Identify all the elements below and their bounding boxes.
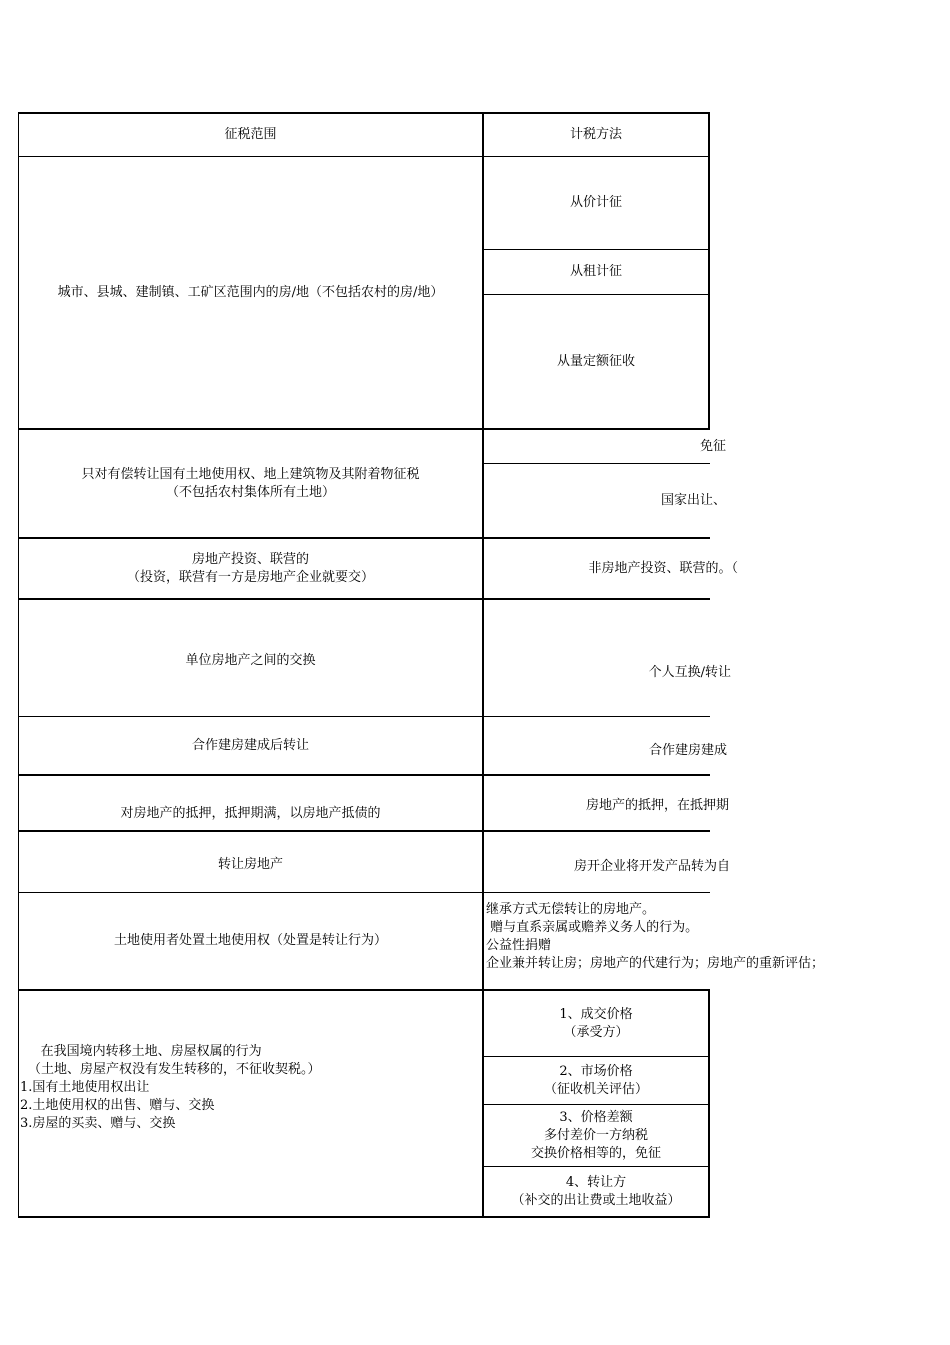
header-scope: 征税范围 [224, 127, 277, 142]
section9-method-4-line-2: （补交的出让费或土地收益） [511, 1192, 681, 1208]
section4-scope: 单位房地产之间的交换 [185, 653, 316, 668]
section2-exempt: 免征 [699, 438, 726, 454]
section9-method-1 [484, 991, 708, 1056]
section1-method-2: 从租计征 [569, 264, 622, 279]
section9-method-1-line-1: 1、成交价格 [559, 1006, 633, 1022]
section1-method-3: 从量定额征收 [556, 353, 635, 369]
section9-method-4 [484, 1167, 708, 1216]
section9-method-2-line-2: （征收机关评估） [543, 1081, 648, 1097]
section9-method-1-line-2: （承受方） [563, 1024, 629, 1040]
section2-scope-line-1: 只对有偿转让国有土地使用权、地上建筑物及其附着物征税 [81, 466, 420, 482]
section8-right-line-4: 企业兼并转让房；房地产的代建行为；房地产的重新评估； [486, 956, 825, 971]
section9-method-3-line-3: 交换价格相等的，免征 [530, 1145, 661, 1161]
section9-method-3-line-1: 3、价格差额 [559, 1109, 633, 1125]
section8-right-line-1: 继承方式无偿转让的房地产。 [486, 902, 656, 917]
section9-method-2 [484, 1057, 708, 1104]
section9-scope [20, 1043, 321, 1133]
section1-method-1: 从价计征 [569, 195, 622, 210]
section9-method-3 [484, 1105, 708, 1166]
section2-right: 国家出让、 [660, 492, 726, 508]
section7-scope: 转让房地产 [217, 857, 283, 872]
section2-scope [19, 430, 482, 537]
section3-scope [19, 539, 482, 598]
section3-scope-line-2: （投资，联营有一方是房地产企业就要交） [126, 569, 374, 585]
row-line [18, 1216, 710, 1218]
section9-method-4-line-1: 4、转让方 [565, 1174, 627, 1190]
section9-method-3-line-2: 多付差价一方纳税 [543, 1127, 648, 1143]
section9-method-2-line-1: 2、市场价格 [559, 1063, 633, 1079]
header-method: 计税方法 [569, 127, 622, 142]
section9-scope-line-5: 3.房屋的买卖、赠与、交换 [20, 1116, 176, 1131]
section1-scope: 城市、县城、建制镇、工矿区范围内的房/地（不包括农村的房/地） [57, 284, 444, 300]
section9-scope-line-1: 在我国境内转移土地、房屋权属的行为 [20, 1044, 262, 1059]
section3-right: 非房地产投资、联营的。（ [588, 560, 738, 576]
section8-scope: 土地使用者处置土地使用权（处置是转让行为） [113, 933, 387, 948]
section4-right: 个人互换/转让 [648, 665, 731, 680]
section2-scope-line-2: （不包括农村集体所有土地） [165, 484, 335, 500]
section3-scope-line-1: 房地产投资、联营的 [191, 551, 309, 567]
section9-scope-line-2: （土地、房屋产权没有发生转移的，不征收契税。） [28, 1062, 321, 1077]
section8-right-line-3: 公益性捐赠 [486, 938, 552, 953]
section9-scope-line-4: 2.土地使用权的出售、赠与、交换 [20, 1098, 215, 1113]
section5-right: 合作建房建成 [648, 743, 727, 758]
section9-scope-line-3: 1.国有土地使用权出让 [20, 1080, 150, 1095]
section8-right [486, 901, 824, 973]
section6-scope: 对房地产的抵押，抵押期满，以房地产抵债的 [120, 806, 381, 821]
section7-right: 房开企业将开发产品转为自 [573, 859, 730, 874]
section6-right: 房地产的抵押，在抵押期 [585, 798, 729, 813]
section5-scope: 合作建房建成后转让 [191, 737, 309, 753]
section8-right-line-2: 赠与直系亲属或赡养义务人的行为。 [486, 920, 699, 935]
table-right-border-top [708, 112, 710, 429]
